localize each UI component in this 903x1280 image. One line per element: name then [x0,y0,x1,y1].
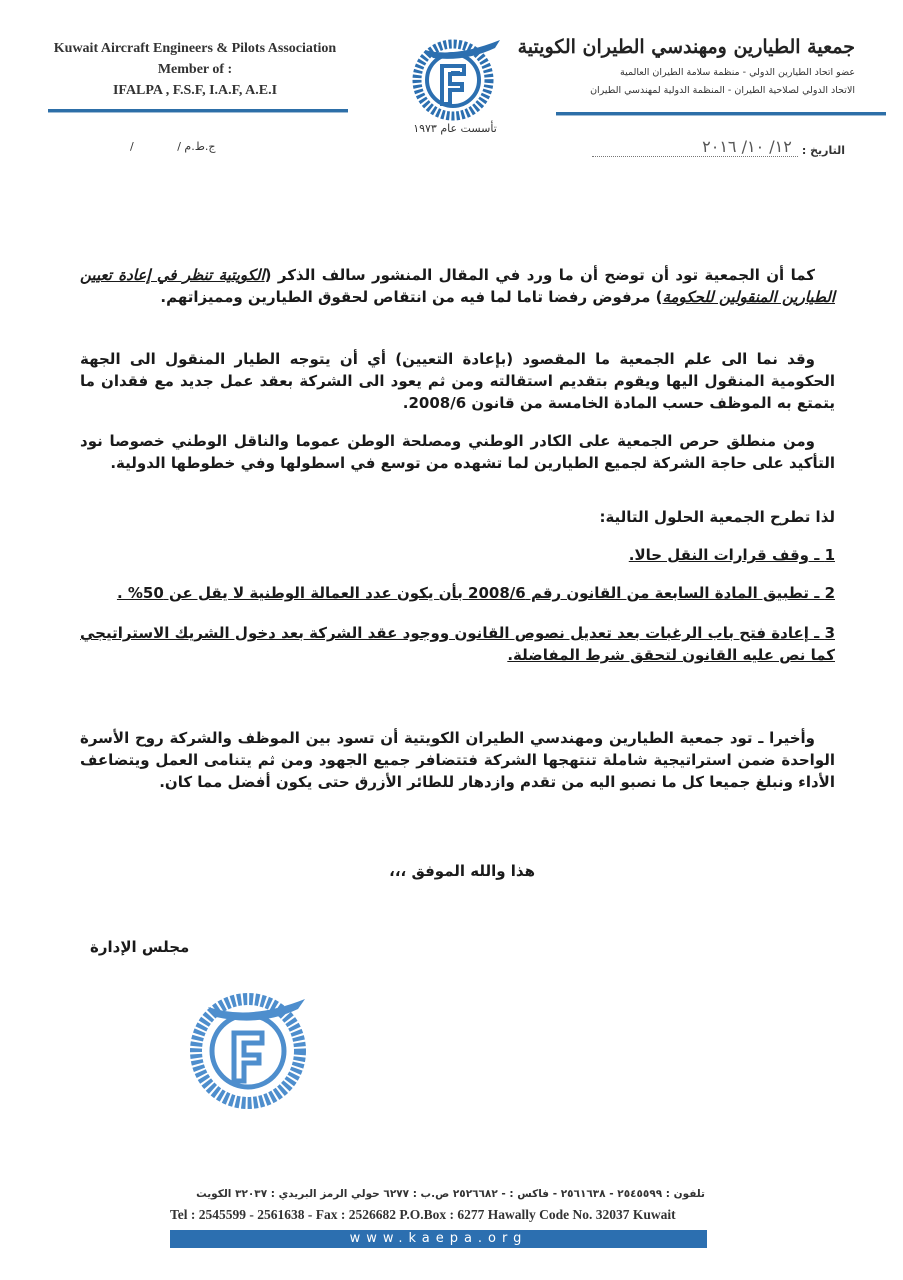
paragraph-1-rest: ) مرفوض رفضا تاما لما فيه من انتقاص لحقوق الطيارين ومميزاتهم. [160,288,663,306]
org-name-arabic: جمعية الطيارين ومهندسي الطيران الكويتية [517,36,855,58]
association-stamp [180,985,320,1115]
logo-emblem-icon [395,28,515,138]
paragraph-closing-remarks: وأخيرا ـ تود جمعية الطيارين ومهندسي الطيران الكويتية أن تسود بين الموظف والشركة روح الأسرة الواحدة ضمن استراتيجية شاملة تنتهجها الشركة فتتضافر جميع الجهود ومن ثم يتنامى العمل ويتضاعف الأداء ونبلغ جميعا كل ما نصبو اليه من تقدم وازدهار للطائر الأزرق حتى يكون أفضل مما كان. [80,729,835,791]
date-value: ١٢/ ١٠/ ٢٠١٦ [592,138,798,157]
reference-label: ج.ط.م / [177,140,216,153]
header-divider-left [48,109,348,113]
footer-website-bar [170,1230,707,1248]
solutions-intro: لذا تطرح الجمعية الحلول التالية: [599,508,835,526]
org-name-english: Kuwait Aircraft Engineers & Pilots Association [53,41,337,56]
paragraph-3: ومن منطلق حرص الجمعية على الكادر الوطني ومصلحة الوطن عموما والناقل الوطني خصوصا نود التأكيد على حاجة الشركة لجميع الطيارين لما تشهده من توسع في اسطولها وفي خطوطها الدولية. [80,432,835,472]
memberships: IFALPA , F.S.F, I.A.F, A.E.I [112,83,278,98]
member-of-label: Member of : [157,62,233,77]
date-label: التاريخ : [801,144,845,157]
solution-item-3: 3 ـ إعادة فتح باب الرغبات بعد تعديل نصوص القانون ووجود عقد الشركة بعد دخول الشريك الاستراتيجي كما نص عليه القانون لتحقق شرط المفاضلة. [80,624,835,664]
closing-phrase: هذا والله الموفق ،،، [389,862,535,880]
english-letterhead [40,38,350,102]
solution-item-1: 1 ـ وقف قرارات النقل حالا. [628,546,835,564]
founded-text: تأسست عام ١٩٧٣ [413,122,497,135]
header-divider-right [556,112,886,116]
signature-board: مجلس الإدارة [90,938,190,956]
quoted-headline: الكويتية تنظر في إعادة تعيين الطيارين المنقولين للحكومة [80,266,835,306]
arabic-memberships-line2: الاتحاد الدولي لصلاحية الطيران - المنظمة الدولية لمهندسي الطيران [590,85,855,96]
paragraph-2: وقد نما الى علم الجمعية ما المقصود (بإعادة التعيين) أي أن يتوجه الطيار المنقول الى الجهة الحكومية المنقول اليها ويقوم بتقديم استقالته ومن ثم يعود الى الشركة بعقد عمل جديد مع فقدان ما يتمتع به الموظف حسب المادة الخامسة من قانون 2008/6. [80,350,835,412]
stamp-emblem-icon [180,985,320,1115]
paragraph-1 [80,264,835,308]
reference-number [130,140,216,153]
arabic-letterhead [515,30,855,100]
arabic-memberships-line1: عضو اتحاد الطيارين الدولي - منظمة سلامة الطيران العالمية [620,67,855,78]
footer-contact-english: Tel : 2545599 - 2561638 - Fax : 2526682 P.O.Box : 6277 Hawally Code No. 32037 Kuwait [170,1207,676,1222]
paragraph-1-intro: كما أن الجمعية تود أن توضح أن ما ورد في المقال المنشور سالف الذكر ( [264,266,815,284]
website-link[interactable]: www.kaepa.org [349,1231,528,1246]
footer-contact-arabic: تلفون : ٢٥٤٥٥٩٩ - ٢٥٦١٦٣٨ - فاكس : - ٢٥٢٦٦٨٢ ص.ب : ٦٢٧٧ حولي الرمز البريدي : ٣٢٠٣٧ الكويت [196,1188,705,1200]
letter-date [592,138,845,157]
reference-separator: / [130,140,134,153]
association-logo [395,28,515,138]
solution-item-2: 2 ـ تطبيق المادة السابعة من القانون رقم 2008/6 بأن يكون عدد العمالة الوطنية لا يقل عن 50% . [116,584,835,602]
